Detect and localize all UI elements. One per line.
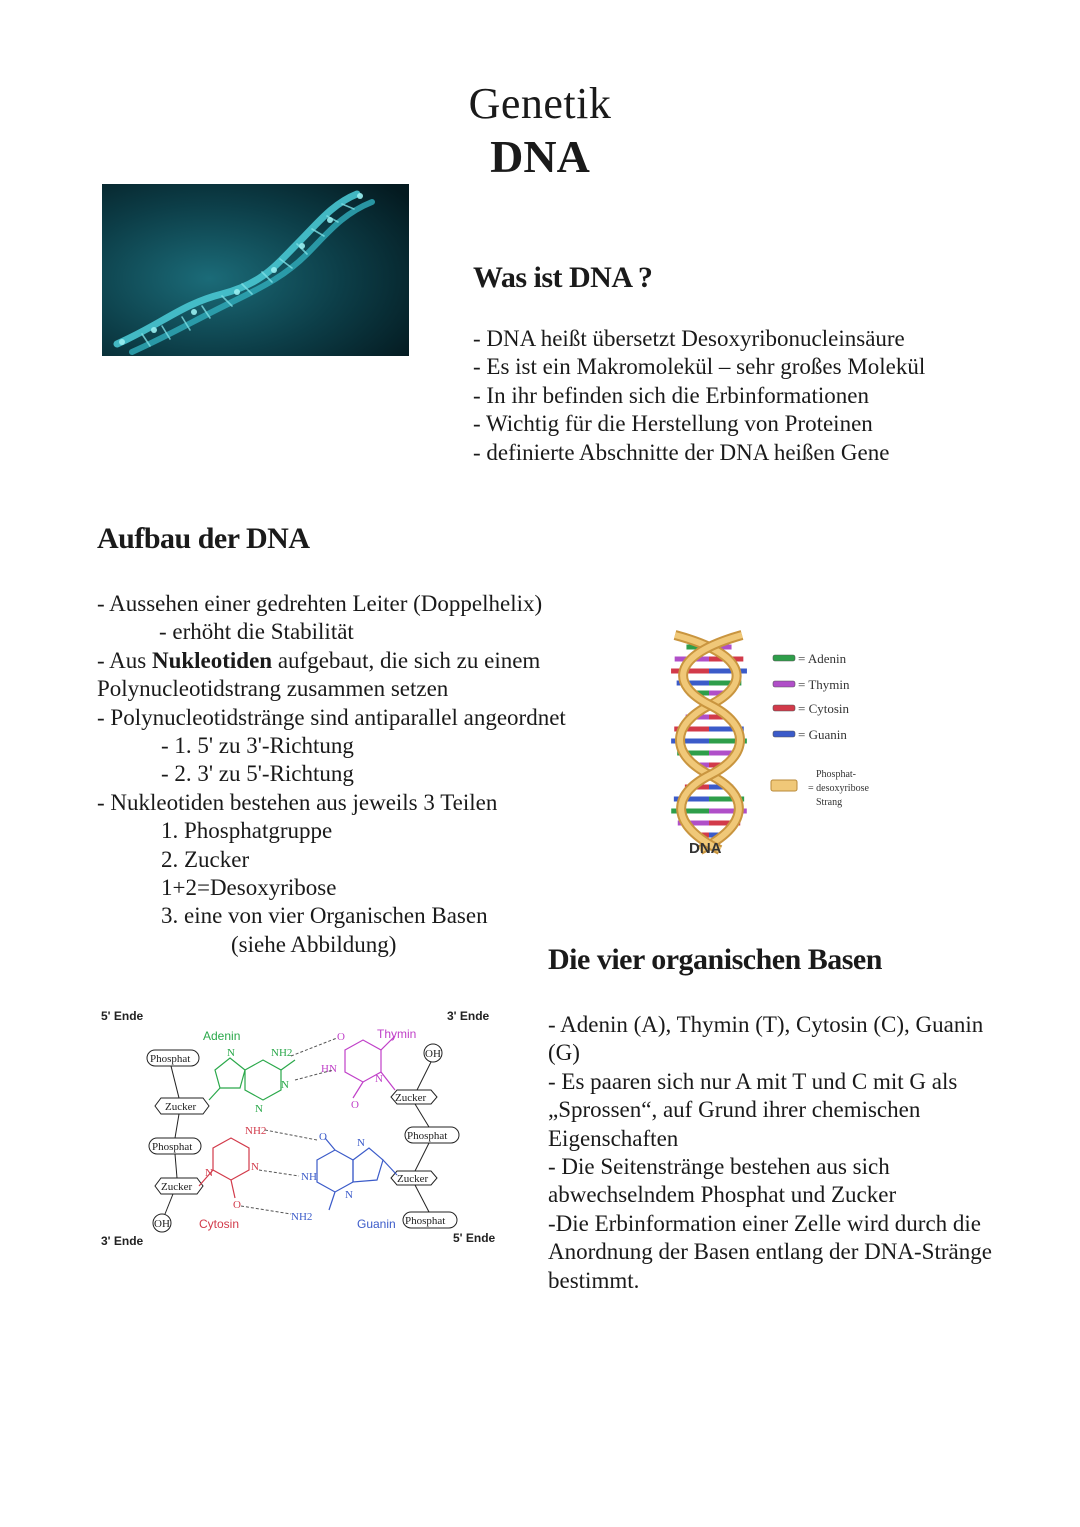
end-label: 3' Ende: [101, 1234, 144, 1248]
list-item: - Es ist ein Makromolekül – sehr großes Molekül: [473, 354, 926, 380]
structure-text: [97, 590, 566, 959]
text-line: Polynucleotidstrang zusammen setzen: [97, 676, 449, 702]
svg-text:= Thymin: = Thymin: [798, 677, 850, 692]
cytosin-label: Cytosin: [199, 1217, 240, 1231]
list-item: - definierte Abschnitte der DNA heißen Gene: [473, 439, 890, 465]
svg-text:= Guanin: = Guanin: [798, 727, 847, 742]
dna-photo: [102, 184, 409, 356]
paragraph: - Es paaren sich nur A mit T und C mit G als „Sprossen“, auf Grund ihrer chemischen Eigenschaften: [548, 1068, 958, 1151]
svg-text:N: N: [205, 1167, 213, 1179]
oh-label: OH: [425, 1048, 441, 1060]
what-is-list: [473, 325, 925, 467]
legend-item-strand: [771, 769, 869, 808]
text-line: 1+2=Desoxyribose: [161, 875, 337, 901]
zucker-label: Zucker: [397, 1173, 429, 1185]
zucker-label: Zucker: [165, 1101, 197, 1113]
svg-text:O: O: [319, 1131, 327, 1143]
structure-heading: Aufbau der DNA: [97, 522, 310, 555]
thymin-label: Thymin: [377, 1027, 417, 1041]
page-subtitle: DNA: [490, 131, 590, 182]
svg-text:NH2: NH2: [271, 1047, 293, 1059]
base-pairing-diagram: [95, 1000, 515, 1255]
svg-text:N: N: [251, 1161, 259, 1173]
what-is-heading: Was ist DNA ?: [473, 261, 653, 294]
helix-diagram: [660, 625, 900, 865]
list-item: - Wichtig für die Herstellung von Proteinen: [473, 411, 873, 437]
legend-item-guanin: [773, 727, 847, 742]
svg-text:NH: NH: [301, 1171, 317, 1183]
svg-text:Strang: Strang: [816, 797, 843, 808]
svg-text:N: N: [375, 1073, 383, 1085]
bold-term: Nukleotiden: [151, 647, 273, 673]
bases-heading: Die vier organischen Basen: [548, 943, 882, 976]
adenin-label: Adenin: [203, 1029, 241, 1043]
text-line: (siehe Abbildung): [231, 931, 397, 957]
text-line: - erhöht die Stabilität: [159, 619, 354, 645]
svg-text:= Cytosin: = Cytosin: [798, 701, 850, 716]
zucker-label: Zucker: [161, 1181, 193, 1193]
svg-text:O: O: [233, 1199, 241, 1211]
phosphat-label: Phosphat: [152, 1141, 193, 1153]
paragraph: - Die Seitenstränge bestehen aus sich abwechselndem Phosphat und Zucker: [548, 1154, 897, 1208]
helix-caption: DNA: [689, 840, 722, 857]
text-line: - 1. 5' zu 3'-Richtung: [161, 733, 354, 759]
svg-text:= Adenin: = Adenin: [798, 651, 847, 666]
text-line: - Polynucleotidstränge sind antiparallel angeordnet: [97, 704, 566, 730]
legend-item-thymin: [773, 677, 850, 692]
svg-text:HN: HN: [321, 1063, 337, 1075]
text-line: - Nukleotiden bestehen aus jeweils 3 Teilen: [97, 789, 498, 815]
svg-text:N: N: [345, 1189, 353, 1201]
page-title: Genetik: [468, 79, 612, 128]
end-label: 5' Ende: [453, 1231, 496, 1245]
phosphat-label: Phosphat: [150, 1053, 191, 1065]
text-line: - 2. 3' zu 5'-Richtung: [161, 761, 354, 787]
legend-item-adenin: [773, 651, 847, 666]
svg-text:= desoxyribose: = desoxyribose: [808, 783, 869, 794]
paragraph: -Die Erbinformation einer Zelle wird durch die Anordnung der Basen entlang der DNA-Stränge bestimmt.: [548, 1210, 992, 1293]
paragraph: - Adenin (A), Thymin (T), Cytosin (C), Guanin (G): [548, 1012, 984, 1066]
bases-text: [548, 1011, 1018, 1295]
text-line: - Aussehen einer gedrehten Leiter (Doppelhelix): [97, 591, 543, 616]
phosphat-label: Phosphat: [407, 1130, 448, 1142]
svg-text:NH2: NH2: [245, 1125, 267, 1137]
end-label: 5' Ende: [101, 1009, 144, 1023]
text-line: 1. Phosphatgruppe: [161, 818, 333, 844]
text-line: 3. eine von vier Organischen Basen: [161, 903, 488, 929]
end-label: 3' Ende: [447, 1009, 490, 1023]
svg-text:O: O: [351, 1099, 359, 1111]
svg-text:Phosphat-: Phosphat-: [816, 769, 856, 780]
oh-label: OH: [154, 1218, 170, 1230]
svg-text:N: N: [227, 1047, 235, 1059]
text-line: - Aus Nukleotiden aufgebaut, die sich zu einem: [97, 647, 541, 673]
list-item: - DNA heißt übersetzt Desoxyribonucleinsäure: [473, 326, 905, 351]
svg-text:NH2: NH2: [291, 1211, 313, 1223]
list-item: - In ihr befinden sich die Erbinformationen: [473, 382, 869, 408]
legend-item-cytosin: [773, 701, 850, 716]
guanin-label: Guanin: [357, 1217, 396, 1231]
svg-text:N: N: [255, 1103, 263, 1115]
phosphat-label: Phosphat: [405, 1215, 446, 1227]
zucker-label: Zucker: [395, 1092, 427, 1104]
svg-text:N: N: [357, 1137, 365, 1149]
svg-text:N: N: [281, 1079, 289, 1091]
text-line: 2. Zucker: [161, 846, 250, 872]
svg-text:O: O: [337, 1031, 345, 1043]
